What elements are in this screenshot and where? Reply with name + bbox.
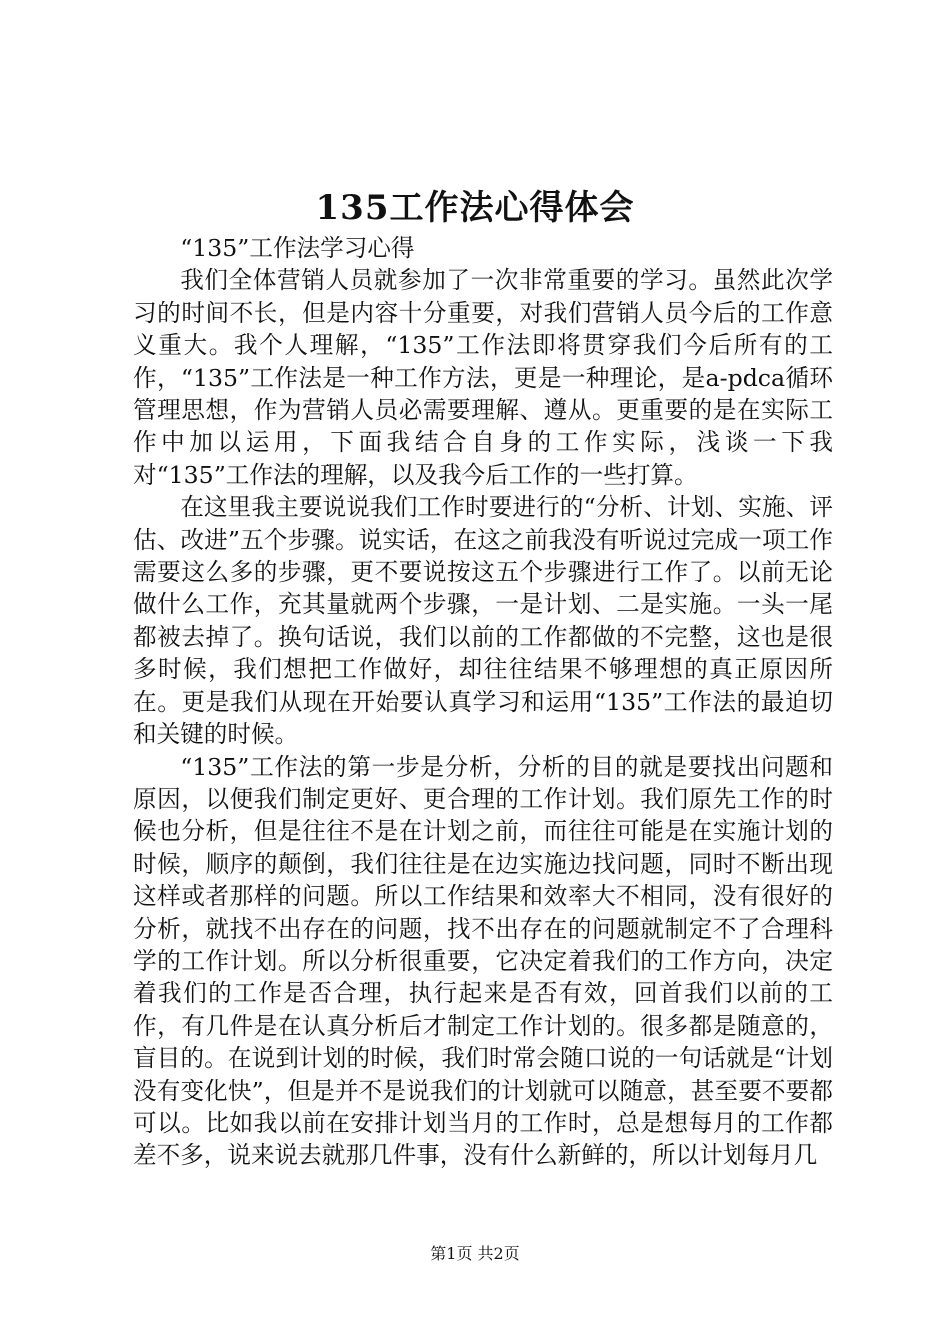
document-body bbox=[133, 232, 833, 1172]
document-title: 135工作法心得体会 bbox=[315, 188, 635, 228]
paragraph: “135”工作法的第一步是分析，分析的目的就是要找出问题和原因，以便我们制定更好、更合理的工作计划。我们原先工作的时候也分析，但是往往不是在计划之前，而往往可能是在实施计划的时候，顺序的颠倒，我们往往是在边实施边找问题，同时不断出现这样或者那样的问题。所以工作结果和效率大不相同，没有很好的分析，就找不出存在的问题，找不出存在的问题就制定不了合理科学的工作计划。所以分析很重要，它决定着我们的工作方向，决定着我们的工作是否合理，执行起来是否有效，回首我们以前的工作，有几件是在认真分析后才制定工作计划的。很多都是随意的，盲目的。在说到计划的时候，我们时常会随口说的一句话就是“计划没有变化快”，但是并不是说我们的计划就可以随意，甚至要不要都可以。比如我以前在安排计划当月的工作时，总是想每月的工作都差不多，说来说去就那几件事，没有什么新鲜的，所以计划每月几 bbox=[133, 752, 833, 1170]
page-footer: 第1页 共2页 bbox=[430, 1244, 520, 1263]
paragraph: 在这里我主要说说我们工作时要进行的“分析、计划、实施、评估、改进”五个步骤。说实话，在这之前我没有听说过完成一项工作需要这么多的步骤，更不要说按这五个步骤进行工作了。以前无论做什么工作，充其量就两个步骤，一是计划、二是实施。一头一尾都被去掉了。换句话说，我们以前的工作都做的不完整，这也是很多时候，我们想把工作做好，却往往结果不够理想的真正原因所在。更是我们从现在开始要认真学习和运用“135”工作法的最迫切和关键的时候。 bbox=[133, 493, 833, 749]
paragraph-subtitle: “135”工作法学习心得 bbox=[180, 234, 415, 262]
paragraph: 我们全体营销人员就参加了一次非常重要的学习。虽然此次学习的时间不长，但是内容十分重要，对我们营销人员今后的工作意义重大。我个人理解，“135”工作法即将贯穿我们今后所有的工作，“135”工作法是一种工作方法，更是一种理论，是a-pdca循环管理思想，作为营销人员必需要理解、遵从。更重要的是在实际工作中加以运用，下面我结合自身的工作实际，浅谈一下我对“135”工作法的理解，以及我今后工作的一些打算。 bbox=[133, 266, 833, 489]
